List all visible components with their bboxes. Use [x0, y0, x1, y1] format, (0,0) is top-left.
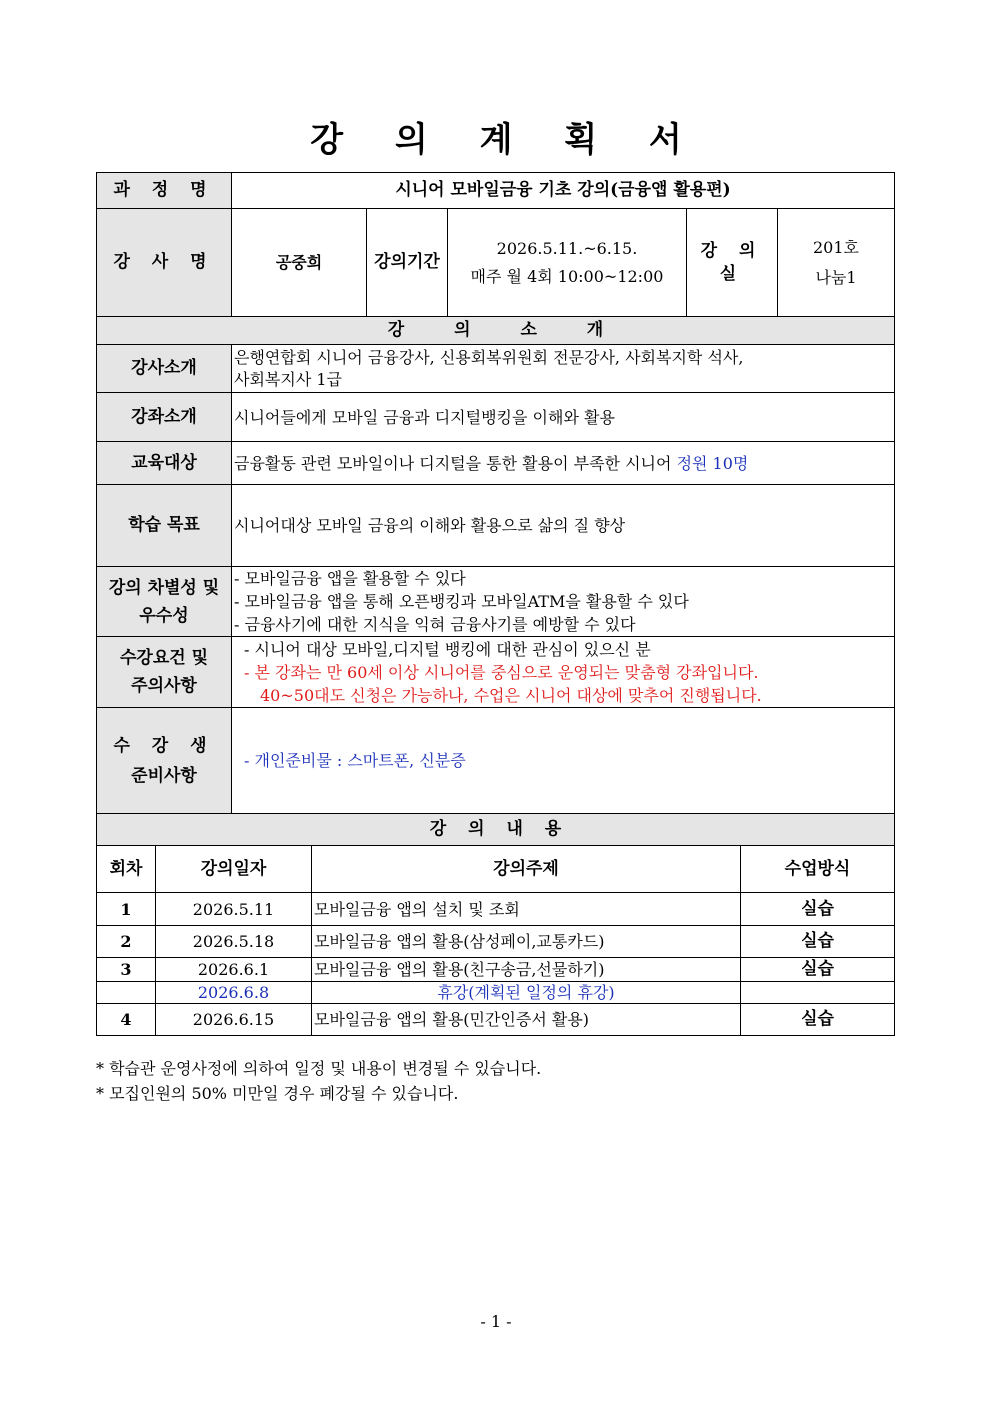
course-label: 과 정 명 — [97, 173, 232, 209]
preparation-value: - 개인준비물 : 스마트폰, 신분증 — [232, 708, 895, 814]
differentiation-value — [232, 567, 895, 637]
differentiation-label — [97, 567, 232, 637]
plan-table — [96, 172, 895, 1036]
schedule-row-no — [97, 982, 156, 1004]
schedule-row-topic: 모바일금융 앱의 활용(민간인증서 활용) — [312, 1004, 741, 1036]
target-value — [232, 442, 895, 485]
schedule-row-no: 2 — [97, 926, 156, 958]
room-label: 강 의 실 — [687, 209, 778, 317]
instructor-intro-line2: 사회복지사 1급 — [234, 369, 343, 389]
requirements-value — [232, 637, 895, 708]
preparation-label-line1: 수 강 생 — [113, 735, 215, 756]
schedule-header-topic: 강의주제 — [312, 846, 741, 893]
requirements-line2: - 본 강좌는 만 60세 이상 시니어를 중심으로 운영되는 맞춤형 강좌입니다. — [244, 662, 759, 682]
instructor-intro-line1: 은행연합회 시니어 금융강사, 신용회복위원회 전문강사, 사회복지학 석사, — [234, 347, 744, 367]
footnote: * 학습관 운영사정에 의하여 일정 및 내용이 변경될 수 있습니다. — [96, 1059, 542, 1078]
preparation-label — [97, 708, 232, 814]
instructor-name: 공중희 — [232, 209, 367, 317]
document-title: 강 의 계 획 서 — [310, 120, 702, 160]
differentiation-item: - 모바일금융 앱을 통해 오픈뱅킹과 모바일ATM을 활용할 수 있다 — [234, 592, 689, 611]
course-intro-label: 강좌소개 — [97, 393, 232, 442]
schedule-row-no: 4 — [97, 1004, 156, 1036]
schedule-row-method: 실습 — [741, 958, 895, 982]
course-value: 시니어 모바일금융 기초 강의(금융앱 활용편) — [232, 173, 895, 209]
schedule-row-date: 2026.6.8 — [156, 982, 312, 1004]
preparation-label-line2: 준비사항 — [131, 765, 197, 786]
period-dates: 2026.5.11.~6.15. — [496, 238, 638, 258]
instructor-intro-label: 강사소개 — [97, 345, 232, 393]
period-schedule: 매주 월 4회 10:00~12:00 — [470, 266, 664, 286]
schedule-row-topic: 모바일금융 앱의 활용(삼성페이,교통카드) — [312, 926, 741, 958]
schedule-row-date: 2026.6.15 — [156, 1004, 312, 1036]
requirements-label-line2: 주의사항 — [131, 676, 197, 696]
differentiation-item: - 금융사기에 대한 지식을 익혀 금융사기를 예방할 수 있다 — [234, 615, 636, 634]
schedule-header-method: 수업방식 — [741, 846, 895, 893]
goal-label: 학습 목표 — [97, 485, 232, 567]
requirements-line3: 40~50대도 신청은 가능하나, 수업은 시니어 대상에 맞추어 진행됩니다. — [260, 685, 762, 705]
schedule-row-method: 실습 — [741, 1004, 895, 1036]
differentiation-label-line1: 강의 차별성 및 — [108, 577, 220, 598]
schedule-header-no: 회차 — [97, 846, 156, 893]
course-intro-value: 시니어들에게 모바일 금융과 디지털뱅킹을 이해와 활용 — [232, 393, 895, 442]
schedule-row-topic: 모바일금융 앱의 설치 및 조회 — [312, 893, 741, 926]
content-header: 강 의 내 용 — [97, 814, 895, 846]
page-number: - 1 - — [480, 1312, 512, 1331]
differentiation-item: - 모바일금융 앱을 활용할 수 있다 — [234, 569, 466, 588]
footnote: * 모집인원의 50% 미만일 경우 폐강될 수 있습니다. — [96, 1084, 459, 1103]
requirements-label — [97, 637, 232, 708]
requirements-line1: - 시니어 대상 모바일,디지털 뱅킹에 대한 관심이 있으신 분 — [244, 639, 651, 659]
schedule-row-date: 2026.5.18 — [156, 926, 312, 958]
room-number: 201호 — [813, 237, 859, 257]
target-capacity: 정원 10명 — [676, 453, 749, 473]
schedule-header-date: 강의일자 — [156, 846, 312, 893]
room-name: 나눔1 — [815, 267, 857, 287]
differentiation-label-line2: 우수성 — [139, 605, 189, 626]
schedule-row-method: 실습 — [741, 926, 895, 958]
instructor-intro-value — [232, 345, 895, 393]
goal-value: 시니어대상 모바일 금융의 이해와 활용으로 삶의 질 향상 — [232, 485, 895, 567]
period-label: 강의기간 — [367, 209, 448, 317]
period-value — [448, 209, 687, 317]
target-text: 금융활동 관련 모바일이나 디지털을 통한 활용이 부족한 시니어 — [234, 453, 672, 473]
schedule-row-method: 실습 — [741, 893, 895, 926]
schedule-row-topic: 휴강(계획된 일정의 휴강) — [312, 982, 741, 1004]
schedule-row-date: 2026.5.11 — [156, 893, 312, 926]
room-value — [778, 209, 895, 317]
requirements-label-line1: 수강요건 및 — [119, 648, 209, 668]
schedule-row-no: 1 — [97, 893, 156, 926]
schedule-row-no: 3 — [97, 958, 156, 982]
schedule-row-date: 2026.6.1 — [156, 958, 312, 982]
instructor-label: 강 사 명 — [97, 209, 232, 317]
schedule-row-method — [741, 982, 895, 1004]
intro-header: 강 의 소 개 — [97, 317, 895, 345]
schedule-row-topic: 모바일금융 앱의 활용(친구송금,선물하기) — [312, 958, 741, 982]
target-label: 교육대상 — [97, 442, 232, 485]
